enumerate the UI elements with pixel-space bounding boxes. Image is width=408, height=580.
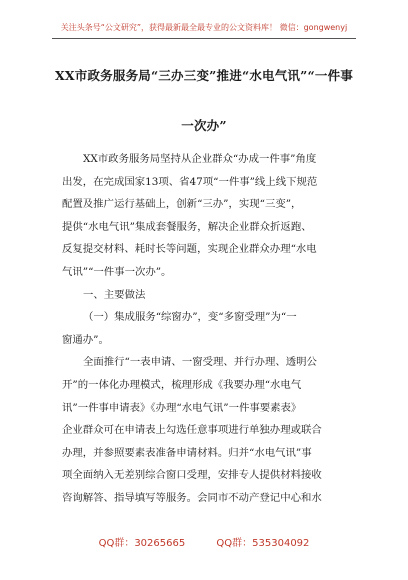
body-line: 办理，并参照要素表准备申请材料。归并“水电气讯”事 [62, 446, 312, 459]
document-title-line-2: 一次办” [181, 118, 227, 133]
body-line: 项全面纳入无差别综合窗口受理，安排专人提供材料接收 [62, 469, 322, 482]
body-line: 出发，在完成国家13项、省47项“一件事”线上线下规范 [62, 175, 318, 188]
body-line: 开”的一体化办理模式，梳理形成《我要办理“水电气 [62, 378, 302, 391]
body-line: XX市政务服务局坚持从企业群众“办成一件事”角度 [83, 153, 317, 165]
body-line: 气讯”“一件事一次办”。 [62, 265, 172, 278]
body-line: 提供“水电气讯”集成套餐服务，解决企业群众折返跑、 [62, 220, 312, 233]
header-promo-note: 关注头条号“公文研究”，获得最新最全最专业的公文资料库！ 微信：gongwenyj [60, 23, 348, 32]
body-line: 全面推行“一表申请、一窗受理、并行办理、透明公 [83, 356, 317, 369]
body-line: 讯”一件事申请表》《办理“水电气讯”一件事要素表》 [62, 401, 302, 414]
document-body [62, 148, 354, 510]
body-line: 窗通办”。 [62, 333, 109, 346]
header-divider [52, 38, 356, 39]
body-line: 一、主要做法 [83, 288, 146, 301]
body-line: 企业群众可在申请表上勾选任意事项进行单独办理或联合 [62, 424, 322, 437]
body-line: 咨询解答、指导填写等服务。会同市不动产登记中心和水 [62, 491, 322, 504]
footer-qq-group-2: QQ群：535304092 [216, 538, 310, 549]
body-line: （一）集成服务“综窗办”，变“多窗受理”为“一 [83, 311, 297, 324]
footer-contact [0, 534, 408, 549]
document-title-line-1: XX市政务服务局“三办三变”推进“水电气讯”“一件事 [54, 68, 354, 83]
body-line: 反复提交材料、耗时长等问题，实现企业群众办理“水电 [62, 243, 317, 256]
footer-qq-group-1: QQ群：30265665 [98, 538, 186, 549]
body-line: 配置及推广运行基础上，创新“三办”，实现“三变”， [62, 198, 302, 211]
